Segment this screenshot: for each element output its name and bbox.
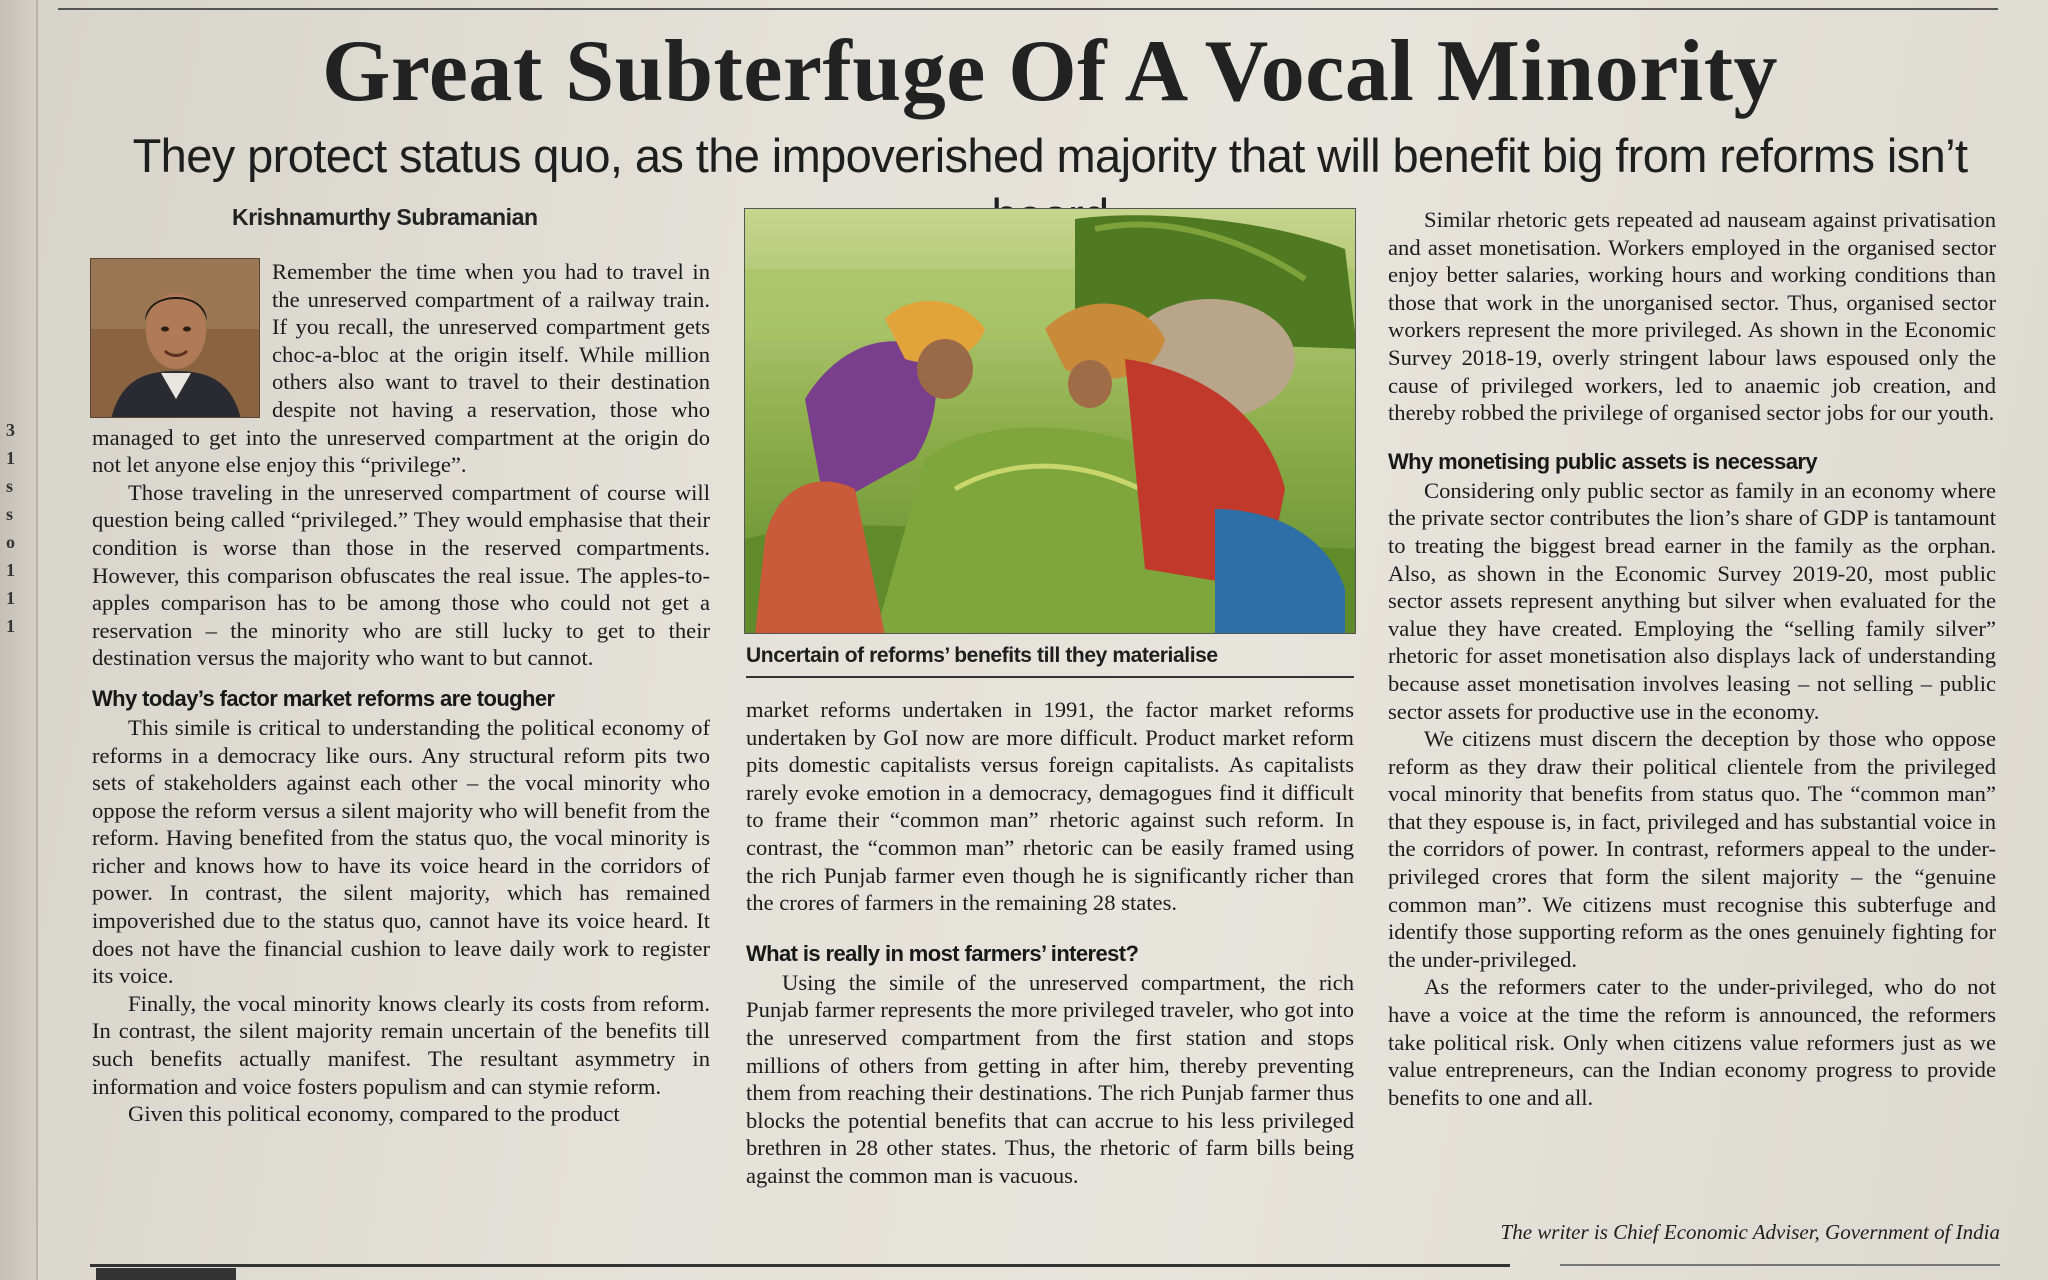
bottom-rule-right	[1560, 1264, 2000, 1266]
edge-letter: 1	[6, 616, 15, 636]
paragraph: Those traveling in the unreserved compartment of course will question being called “privileged.” They would emphasise that their condition is worse than those in the reserved compartments. However, this comparison obfuscates the real issue. The apples-to-apples comparison has to be among those who could not get a reservation – the minority who are still lucky to get to their destination versus the majority who want to but cannot.	[92, 479, 710, 671]
article-column-3	[1388, 206, 1996, 1111]
article-column-2	[746, 696, 1354, 1190]
paragraph: market reforms undertaken in 1991, the factor market reforms undertaken by GoI now are more difficult. Product market reform pits domestic capitalists versus foreign capitalists. As capitalists rarely evoke emotion in a democracy, demagogues find it difficult to frame their “common man” rhetoric against such reform. In contrast, the “common man” rhetoric can be easily framed using the rich Punjab farmer even though he is significantly richer than the crores of farmers in the remaining 28 states.	[746, 697, 1354, 916]
headline: Great Subterfuge Of A Vocal Minority	[321, 23, 1779, 120]
adjacent-column-edge	[0, 0, 38, 1280]
bottom-tab	[96, 1268, 236, 1280]
edge-letter: s	[6, 504, 14, 524]
edge-letter: 1	[6, 560, 15, 580]
author-note: The writer is Chief Economic Adviser, Government of India	[1500, 1220, 2000, 1244]
bottom-rule	[90, 1264, 1510, 1267]
edge-letter: 3	[6, 420, 15, 440]
edge-letter: 1	[6, 588, 15, 608]
byline: Krishnamurthy Subramanian	[232, 204, 538, 230]
paragraph: Remember the time when you had to travel in the unreserved compartment of a railway train. If you recall, the unreserved compartment gets choc-a-bloc at the origin itself. While million others also want to travel to their destination despite not having a reservation, those who managed to get into the unreserved compartment at the origin do not let anyone else enjoy this “privilege”.	[92, 259, 710, 478]
edge-letter: s	[6, 476, 14, 496]
paragraph: This simile is critical to understanding the political economy of reforms in a democracy like ours. Any structural reform pits two sets of stakeholders against each other – the vocal minority who oppose the reform versus a silent majority who will benefit from the reform. Having benefited from the status quo, the vocal minority is richer and knows how to have its voice heard in the corridors of power. In contrast, the silent majority, which has remained impoverished due to the status quo, cannot have its voice heard. It does not have the financial cushion to leave daily work to register its voice.	[92, 714, 710, 989]
photo-caption: Uncertain of reforms’ benefits till they materialise	[746, 644, 1218, 667]
section-heading: What is really in most farmers’ interest?	[746, 940, 1139, 966]
paragraph: Considering only public sector as family in an economy where the private sector contributes the lion’s share of GDP is tantamount to treating the biggest bread earner in the family as the orphan. Also, as shown in the Economic Survey 2019-20, most public sector assets represent anything but silver when evaluated for the value they have created. Employing the “selling family silver” rhetoric for asset monetisation also displays lack of understanding because asset monetisation involves leasing – not selling – public sector assets for productive use in the economy.	[1388, 477, 1996, 724]
paragraph: Given this political economy, compared to the product	[128, 1101, 620, 1127]
harvest-illustration	[745, 209, 1356, 634]
paragraph: We citizens must discern the deception by those who oppose reform as they draw their political clientele from the privileged vocal minority that benefits from status quo. The “common man” that they espouse is, in fact, privileged and has substantial voice in the corridors of power. In contrast, reformers appeal to the under-privileged crores that form the silent majority – the “genuine common man”. We citizens must recognise this subterfuge and identify those supporting reform as the ones genuinely fighting for the under-privileged.	[1388, 726, 1996, 972]
edge-letter: o	[6, 532, 15, 552]
paragraph: As the reformers cater to the under-privileged, who do not have a voice at the time the reform is announced, the reformers take political risk. Only when citizens value reformers just as we value entrepreneurs, can the Indian economy progress to provide benefits to one and all.	[1388, 974, 1996, 1110]
caption-rule	[746, 676, 1354, 678]
paragraph: Finally, the vocal minority knows clearly its costs from reform. In contrast, the silent majority remain uncertain of the benefits till such benefits actually manifest. The resultant asymmetry in information and voice fosters populism and can stymie reform.	[92, 990, 710, 1099]
section-heading: Why monetising public assets is necessary	[1388, 448, 1818, 474]
paragraph: Using the simile of the unreserved compartment, the rich Punjab farmer represents the more privileged traveler, who got into the unreserved compartment from the first station and stops millions of others from getting in after him, thereby preventing them from reaching their destinations. The rich Punjab farmer thus blocks the potential benefits that can accrue to his less privileged brethren in 28 other states. Thus, the rhetoric of farm bills being against the common man is vacuous.	[746, 969, 1354, 1188]
edge-letter: 1	[6, 448, 15, 468]
top-rule	[58, 8, 1998, 10]
subheadline: They protect status quo, as the impoverished majority that will benefit big from reforms isn’t	[132, 129, 1968, 182]
farmers-photo	[744, 208, 1356, 634]
author-portrait	[90, 258, 260, 418]
section-heading: Why today’s factor market reforms are tougher	[92, 685, 555, 711]
portrait-illustration	[91, 259, 260, 418]
paragraph: Similar rhetoric gets repeated ad nauseam against privatisation and asset monetisation. Workers employed in the organised sector enjoy better salaries, working hours and working conditions than those that work in the unorganised sector. Thus, organised sector workers represent the more privileged. As shown in the Economic Survey 2018-19, overly stringent labour laws espoused only the cause of privileged workers, led to anaemic job creation, and thereby robbed the privilege of organised sector jobs for our youth.	[1388, 207, 1996, 426]
